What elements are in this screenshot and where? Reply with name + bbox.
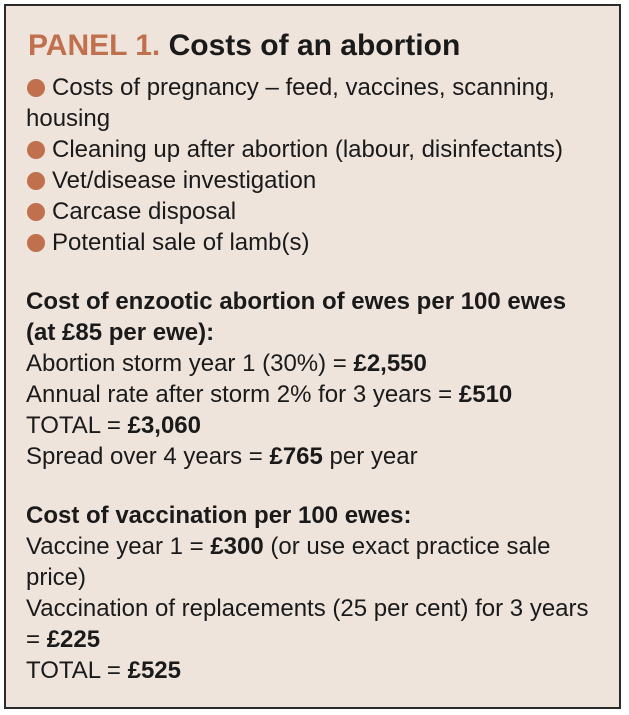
cost-panel — [4, 4, 621, 709]
vaccination-total-line — [26, 655, 601, 686]
list-item-text: Potential sale of lamb(s) — [52, 229, 310, 256]
line-label: Vaccine year 1 = — [26, 533, 211, 560]
panel-title-text: Costs of an abortion — [168, 29, 461, 62]
list-item — [26, 227, 601, 258]
line-suffix: per year — [322, 443, 418, 470]
line-value: £225 — [46, 626, 101, 653]
line-label: TOTAL = — [26, 412, 128, 439]
line-value: £525 — [127, 657, 181, 684]
cost-factor-list — [26, 72, 601, 258]
line-label: Vaccination of replacements (25 per cent) for 3 years = — [26, 595, 589, 653]
list-item-text: Vet/disease investigation — [52, 167, 317, 194]
bullet-dot-icon — [27, 234, 45, 252]
list-item — [26, 72, 601, 134]
list-item-text: Costs of pregnancy – feed, vaccines, scanning, housing — [26, 74, 555, 132]
line-label: Abortion storm year 1 (30%) = — [26, 350, 354, 377]
list-item-text: Cleaning up after abortion (labour, disinfectants) — [52, 136, 563, 163]
bullet-dot-icon — [27, 79, 45, 97]
total-cost-line — [26, 410, 601, 441]
list-item — [26, 134, 601, 165]
panel-title — [28, 28, 601, 64]
line-value: £765 — [269, 443, 323, 470]
vaccine-cost-line — [26, 531, 601, 593]
line-label: TOTAL = — [26, 657, 128, 684]
line-label: Annual rate after storm 2% for 3 years = — [26, 381, 459, 408]
storm-cost-line — [26, 348, 601, 379]
line-value: £510 — [458, 381, 513, 408]
list-item — [26, 196, 601, 227]
panel-number: PANEL 1. — [28, 29, 161, 62]
bullet-dot-icon — [27, 203, 45, 221]
line-value: £3,060 — [127, 412, 201, 439]
line-value: £300 — [210, 533, 264, 560]
section-heading: Cost of enzootic abortion of ewes per 100 ewes (at £85 per ewe): — [26, 288, 567, 346]
list-item — [26, 165, 601, 196]
line-suffix: (or use exact practice sale price) — [26, 533, 551, 591]
vaccination-cost-section — [26, 500, 601, 686]
bullet-dot-icon — [27, 141, 45, 159]
list-item-text: Carcase disposal — [52, 198, 237, 225]
section-heading: Cost of vaccination per 100 ewes: — [26, 502, 412, 529]
bullet-dot-icon — [27, 172, 45, 190]
annual-cost-line — [26, 379, 601, 410]
enzootic-cost-section — [26, 286, 601, 472]
line-label: Spread over 4 years = — [26, 443, 270, 470]
line-value: £2,550 — [353, 350, 427, 377]
replacement-cost-line — [26, 593, 601, 655]
spread-cost-line — [26, 441, 601, 472]
